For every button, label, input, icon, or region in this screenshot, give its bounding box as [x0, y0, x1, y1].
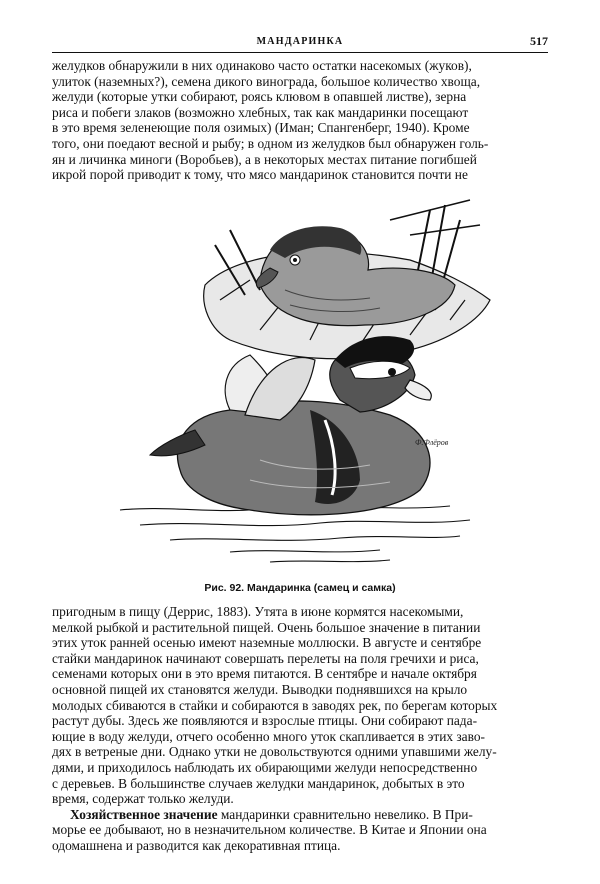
text-span: мандаринки сравнительно невелико. В При- — [217, 806, 473, 822]
header-rule — [52, 52, 548, 53]
text-line: икрой порой приводит к тому, что мясо мандаринок становится почти не — [52, 167, 468, 183]
text-line: основной пищей их становятся желуди. Выводки поднявшихся на крыло — [52, 681, 468, 697]
figure-caption: Рис. 92. Мандаринка (самец и самка) — [204, 582, 396, 594]
text-line: в это время зеленеющие поля озимых) (Иман; Спангенберг, 1940). Кроме — [52, 120, 470, 136]
text-line: с деревьев. В большинстве случаев желудки мандаринок, добытых в это — [52, 775, 465, 791]
female-duck — [256, 226, 455, 325]
section-lead-term: Хозяйственное значение — [70, 806, 218, 822]
text-line: мелкой рыбкой и растительной пищей. Очень большое значение в питании — [52, 619, 481, 635]
text-line: дями, и приходилось наблюдать их обирающими желуди непосредственно — [52, 759, 478, 775]
text-line: дях в ветреные дни. Однако утки не довольствуются одними упавшими желу- — [52, 744, 497, 760]
bottom-text-block — [52, 604, 548, 854]
text-line: этих уток ранней осенью имеют наземные моллюски. В августе и сентябре — [52, 635, 482, 651]
text-line: время, содержат только желуди. — [52, 791, 234, 807]
text-line: пригодным в пищу (Деррис, 1883). Утята в июне кормятся насекомыми, — [52, 604, 464, 619]
text-line: растут дубы. Здесь же появляются и взрослые птицы. Они собирают пада- — [52, 713, 478, 729]
page-number: 517 — [530, 34, 548, 48]
artist-signature: Ф.Флёров — [415, 438, 449, 447]
text-line: ян и личинка миноги (Воробьев), а в некоторых местах питание погибшей — [52, 151, 477, 167]
text-line: семенами которых они в это время питаются. В сентябре и начале октября — [52, 666, 477, 682]
male-duck — [150, 336, 431, 515]
text-line: желуди (которые утки собирают, роясь клювом в опавшей листве), зерна — [52, 89, 467, 105]
text-line: морье ее добывают, но в незначительном количестве. В Китае и Японии она — [52, 822, 487, 838]
mandarin-duck-illustration — [110, 190, 500, 575]
running-head — [52, 30, 548, 50]
text-line: стайки мандаринок начинают совершать перелеты на поля гречихи и риса, — [52, 650, 479, 666]
text-line: того, они поедают весной и рыбу; в одном из желудков был обнаружен голь- — [52, 135, 489, 151]
text-line: ющие в воду желуди, отчего особенно много уток скапливается в этих заво- — [52, 728, 486, 744]
top-text-block — [52, 58, 548, 183]
running-title: МАНДАРИНКА — [256, 36, 344, 47]
text-line: улиток (наземных?), семена дикого винограда, большое количество хвоща, — [52, 73, 481, 89]
text-line: молодых сбиваются в стайки и собираются в заводях рек, по берегам которых — [52, 697, 498, 713]
text-line: желудков обнаружили в них одинаково часто остатки насекомых (жуков), — [52, 58, 472, 73]
text-line: риса и побеги злаков (возможно хлебных, так как мандаринки посещают — [52, 104, 469, 120]
text-line: одомашнена и разводится как декоративная птица. — [52, 837, 341, 853]
text-line — [52, 807, 548, 823]
